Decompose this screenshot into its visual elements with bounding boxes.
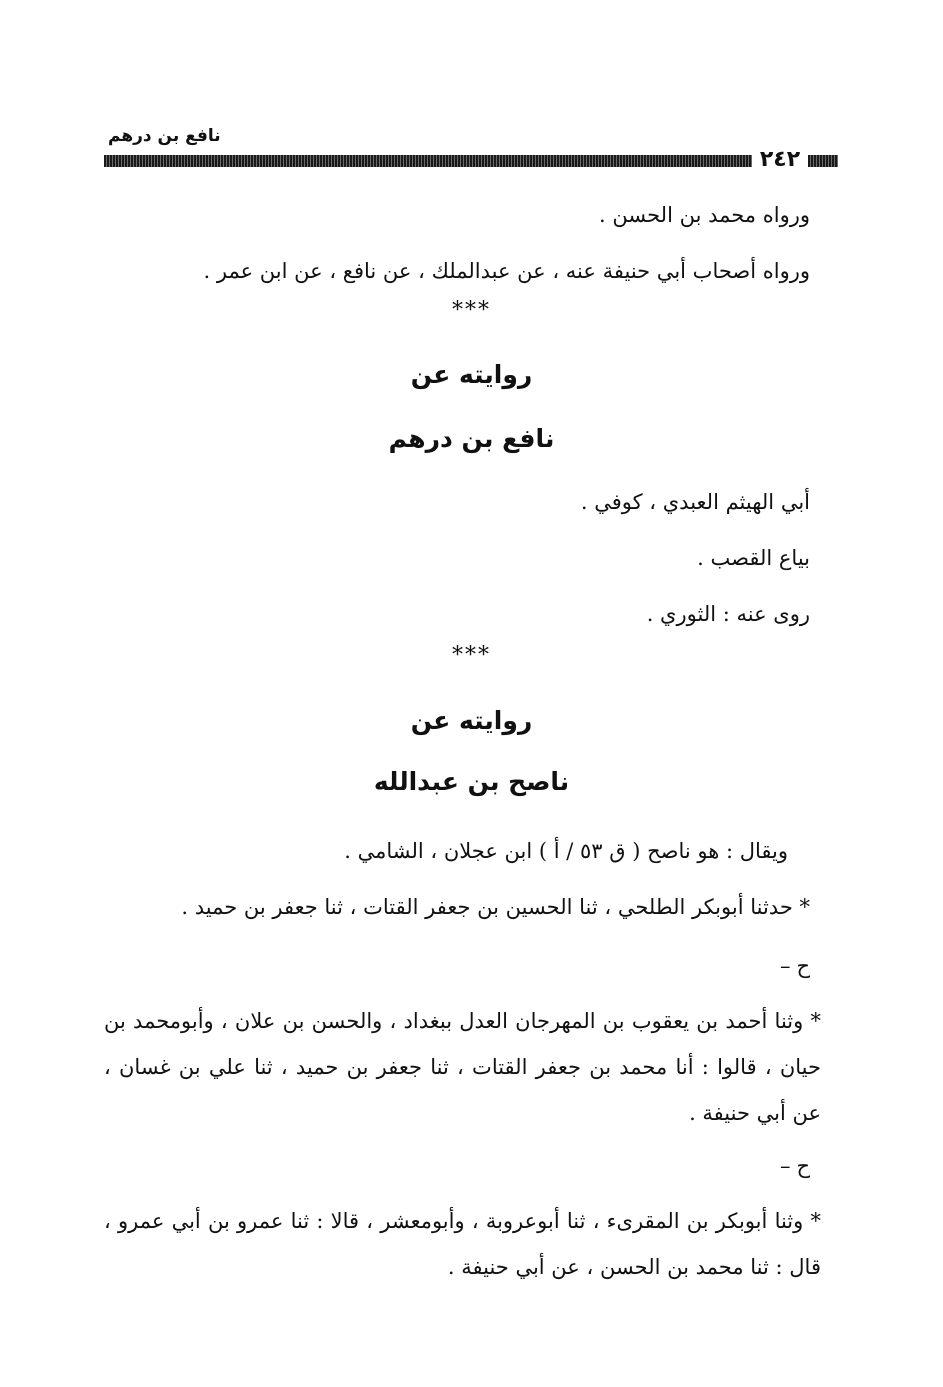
section-2-heading-line-2: ناصح بن عبدالله [373, 767, 570, 796]
section-1-line-1: أبي الهيثم العبدي ، كوفي . [580, 490, 810, 514]
header-rule-end [808, 155, 838, 167]
ha-marker-2-dash: – [779, 1154, 791, 1178]
text-line-2: ورواه أصحاب أبي حنيفة عنه ، عن عبدالملك ، عن نافع ، عن ابن عمر . [203, 259, 810, 283]
page-number: ٢٤٢ [759, 147, 801, 172]
ha-marker-1-letter: ح [796, 954, 810, 978]
ha-marker-1-dash: – [779, 954, 791, 978]
section-1-line-2: بياع القصب . [697, 546, 810, 570]
text-line-1: ورواه محمد بن الحسن . [599, 203, 810, 227]
isnad-3: * وثنا أبوبكر بن المقرىء ، ثنا أبوعروبة ، وأبومعشر ، قالا : ثنا عمرو بن أبي عمرو ، قال : ثنا محمد بن الحسن ، عن أبي حنيفة . [104, 1209, 821, 1279]
ha-marker-1 [780, 954, 810, 978]
isnad-2: * وثنا أحمد بن يعقوب بن المهرجان العدل ببغداد ، والحسن بن علان ، وأبومحمد بن حيان ، قالوا : أنا محمد بن جعفر القتات ، ثنا جعفر بن حميد ، ثنا علي بن غسان ، عن أبي حنيفة . [104, 1009, 821, 1125]
ha-marker-2 [780, 1154, 810, 1178]
separator-stars-1: *** [452, 298, 491, 323]
header-rule [104, 155, 752, 167]
ha-marker-2-letter: ح [796, 1154, 810, 1178]
section-1-heading-line-2: نافع بن درهم [388, 424, 555, 453]
section-1-heading-line-1: روايته عن [410, 360, 533, 389]
running-title: نافع بن درهم [108, 126, 221, 146]
section-2-intro: ويقال : هو ناصح ( ق ٥٣ / أ ) ابن عجلان ، الشامي . [344, 839, 788, 863]
section-2-heading-line-1: روايته عن [410, 706, 533, 735]
separator-stars-2: *** [452, 643, 491, 668]
isnad-1: * حدثنا أبوبكر الطلحي ، ثنا الحسين بن جعفر القتات ، ثنا جعفر بن حميد . [181, 895, 810, 919]
section-1-line-3: روى عنه : الثوري . [646, 602, 810, 626]
